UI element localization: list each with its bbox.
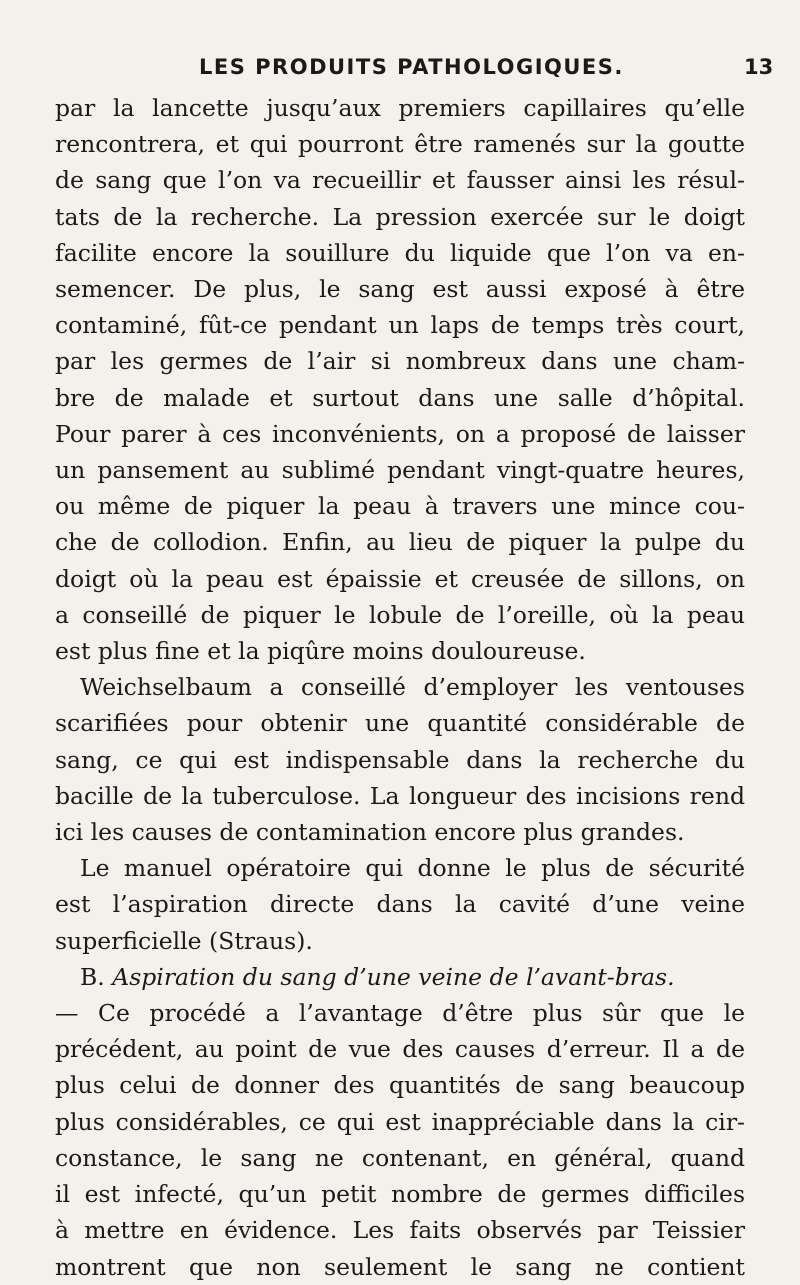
text-line: contaminé, fût-ce pendant un laps de temps très court, bbox=[55, 311, 745, 340]
text-line: rencontrera, et qui pourront être ramenés sur la goutte bbox=[55, 130, 745, 159]
text-line: che de collodion. Enfin, au lieu de piquer la pulpe du bbox=[55, 528, 745, 557]
section-title: Aspiration du sang d’une veine de l’avant-bras. bbox=[112, 962, 675, 991]
text-line: un pansement au sublimé pendant vingt-quatre heures, bbox=[55, 456, 745, 485]
text-line: bre de malade et surtout dans une salle d’hôpital. bbox=[55, 383, 745, 412]
text-line: bacille de la tuberculose. La longueur des incisions rend bbox=[55, 781, 745, 810]
text-line: précédent, au point de vue des causes d’erreur. Il a de bbox=[55, 1035, 745, 1064]
text-line: ici les causes de contamination encore plus grandes. bbox=[55, 818, 685, 847]
text-line: est l’aspiration directe dans la cavité d’une veine bbox=[55, 890, 745, 919]
body-text bbox=[55, 90, 745, 1285]
text-line: facilite encore la souillure du liquide que l’on va en- bbox=[55, 238, 745, 267]
page-header bbox=[0, 55, 800, 87]
text-line: montrent que non seulement le sang ne contient bbox=[55, 1252, 745, 1281]
text-line: scarifiées pour obtenir une quantité considérable de bbox=[55, 709, 745, 738]
text-line: ou même de piquer la peau à travers une mince cou- bbox=[55, 492, 745, 521]
text-line: est plus fine et la piqûre moins douloureuse. bbox=[55, 637, 586, 666]
text-line: il est infecté, qu’un petit nombre de germes difficiles bbox=[55, 1180, 745, 1209]
text-line: tats de la recherche. La pression exercée sur le doigt bbox=[55, 202, 745, 231]
text-line: sang, ce qui est indispensable dans la recherche du bbox=[55, 745, 745, 774]
text-line: par les germes de l’air si nombreux dans une cham- bbox=[55, 347, 745, 376]
text-line: doigt où la peau est épaissie et creusée de sillons, on bbox=[55, 564, 745, 593]
text-line: — Ce procédé a l’avantage d’être plus sûr que le bbox=[55, 999, 745, 1028]
text-line: plus celui de donner des quantités de sang beaucoup bbox=[55, 1071, 745, 1100]
running-title: LES PRODUITS PATHOLOGIQUES. bbox=[199, 55, 624, 79]
text-line: semencer. De plus, le sang est aussi exposé à être bbox=[55, 275, 745, 304]
text-line: plus considérables, ce qui est inappréciable dans la cir- bbox=[55, 1107, 745, 1136]
section-marker: B. bbox=[80, 962, 105, 991]
text-line: Weichselbaum a conseillé d’employer les ventouses bbox=[80, 673, 745, 702]
text-line: a conseillé de piquer le lobule de l’oreille, où la peau bbox=[55, 600, 745, 629]
text-line: Le manuel opératoire qui donne le plus de sécurité bbox=[80, 854, 745, 883]
section-heading bbox=[55, 959, 745, 995]
text-line: par la lancette jusqu’aux premiers capillaires qu’elle bbox=[55, 94, 745, 122]
page-number: 13 bbox=[744, 55, 774, 79]
text-line: constance, le sang ne contenant, en général, quand bbox=[55, 1143, 745, 1172]
text-line: de sang que l’on va recueillir et fausser ainsi les résul- bbox=[55, 166, 745, 195]
text-line: à mettre en évidence. Les faits observés par Teissier bbox=[55, 1216, 745, 1245]
text-line: superficielle (Straus). bbox=[55, 926, 313, 955]
text-line: Pour parer à ces inconvénients, on a proposé de laisser bbox=[55, 419, 745, 448]
